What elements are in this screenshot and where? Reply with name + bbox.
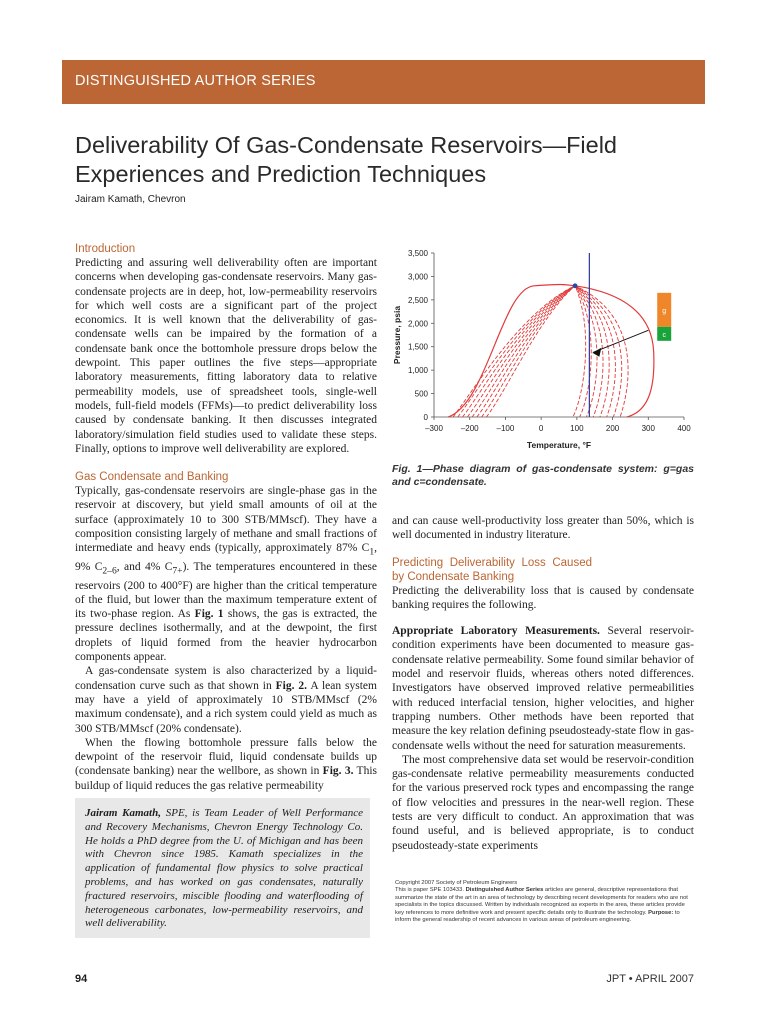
x-tick-label: 400 (677, 424, 691, 433)
quality-line (453, 286, 628, 417)
x-tick-label: 100 (570, 424, 584, 433)
gcb-paragraph-2: A gas-condensate system is also characterized by a liquid-condensation curve such as that shown in Fig. 2. A lean system may have a yield of approximately 10 STB/MMscf (2% maximum condensate), and a rich system could yield as much as 300 STB/MMscf (20% condensate). (75, 665, 377, 735)
phase-diagram-chart (390, 245, 700, 455)
x-tick-label: 0 (538, 424, 544, 433)
section-banner (62, 60, 705, 104)
bio-name: Jairam Kamath, (85, 807, 161, 819)
predicting-paragraph-1: Predicting the deliverability loss that is caused by condensate banking requires the following. (392, 584, 694, 611)
chart-axes (392, 249, 691, 450)
fig3-ref: Fig. 3. (322, 765, 354, 778)
left-column (75, 242, 377, 793)
page-number: 94 (75, 973, 88, 985)
fig1-ref: Fig. 1 (194, 608, 224, 621)
gcb-heading: Gas Condensate and Banking (75, 471, 229, 484)
y-tick-label: 500 (414, 389, 428, 399)
x-tick-label: –300 (425, 424, 443, 433)
condensate-label: c (662, 331, 666, 339)
y-tick-label: 3,000 (407, 272, 428, 282)
intro-paragraph: Predicting and assuring well deliverability often are important concerns when developing gas-condensate reservoirs. Many gas-condensate projects are in deep, hot, low-permeability reservoirs for which well costs are a significant part of the project economics. It is well known that the deliverability of gas-condensate wells can be impaired by the formation of a condensate bank once the bottomhole pressure drops below the dewpoint. This paper outlines the five steps—appropriate laboratory measurements, fitting laboratory data to relative permeability models, use of spreadsheet tools, single-well models, full-field models (FFMs)—to predict deliverability loss caused by condensate banking. It then discusses integrated laboratory/simulation field studies used to validate these steps. Finally, options to improve well deliverability are explored. (75, 257, 377, 455)
x-tick-label: –200 (460, 424, 479, 433)
copyright-body: This is paper SPE 103433. Distinguished Author Series articles are general, descriptive representations that summarize the state of the art in an area of technology by describing recent developments for readers who are not specialists in the topics discussed. Written by individuals recognized as experts in the area, these articles provide key references to more definitive work and present specific details only to illustrate the technology. Purpose: to inform the general readership of recent advances in various areas of petroleum engineering. (395, 887, 688, 924)
x-tick-label: 200 (605, 424, 620, 433)
figure-caption: Fig. 1—Phase diagram of gas-condensate system: g=gas and c=condensate. (392, 463, 694, 488)
y-tick-label: 3,500 (407, 249, 428, 258)
predicting-heading: Predicting Deliverability Loss Caused by Condensate Banking (392, 556, 592, 583)
author-line: Jairam Kamath, Chevron (75, 194, 186, 205)
article-title: Deliverability Of Gas-Condensate Reservoirs—Field Experiences and Prediction Techniques (75, 132, 618, 187)
quality-line (467, 286, 609, 417)
copyright-notice (395, 880, 695, 924)
x-axis-title: Temperature, °F (526, 440, 592, 450)
gcb-paragraph-3: When the flowing bottomhole pressure falls below the dewpoint of the reservoir fluid, liquid condensate builds up (condensate banking) near the wellbore, as shown in Fig. 3. This buildup of liquid reduces the gas relative permeability (75, 736, 377, 792)
arrow-head (592, 348, 601, 357)
x-tick-label: –100 (496, 424, 515, 433)
predicting-paragraph-2: Appropriate Laboratory Measurements. Several reservoir-condition experiments have been documented to measure gas-condensate relative permeability. Some found similar behavior of model and reservoir fluids, whereas others noted differences. Investigators have observed improved relative permeabilities with reduced interfacial tension, higher velocities, and higher trapping numbers. Other methods have been reported that measure the key relation defining pseudosteady-state flow in gas-condensate wells without the need for saturation measurements. (392, 625, 694, 752)
y-axis-title: Pressure, psia (392, 305, 402, 365)
chart-plot (448, 253, 671, 417)
y-tick-label: 2,500 (407, 295, 428, 305)
gas-label: g (662, 307, 667, 315)
right-continuation: and can cause well-productivity loss greater than 50%, which is well documented in industry literature. (392, 515, 694, 542)
quality-line (482, 286, 592, 417)
predicting-paragraph-3: The most comprehensive data set would be reservoir-condition gas-condensate relative permeability measurements conducted for the various preserved rock types and encompassing the range of flow velocities and pressures in the near-well region. These tests are very difficult to conduct. An approximation that was found useful, and is believed appropriate, is to conduct pseudosteady-state experiments (392, 753, 694, 852)
banner-label: DISTINGUISHED AUTHOR SERIES (75, 73, 316, 89)
copyright-line: Copyright 2007 Society of Petroleum Engineers (395, 880, 518, 886)
y-tick-label: 1,500 (407, 342, 428, 352)
y-tick-label: 2,000 (407, 319, 428, 329)
intro-heading: Introduction (75, 243, 136, 255)
journal-issue: JPT • APRIL 2007 (606, 973, 694, 985)
lab-measurements-heading: Appropriate Laboratory Measurements. (392, 625, 600, 638)
y-tick-label: 0 (423, 413, 428, 422)
author-bio: Jairam Kamath, SPE, is Team Leader of Well Performance and Recovery Mechanisms, Chevron Energy Technology Co. He holds a PhD degree from the U. of Michigan and has been with Chevron since 1985. Kamath specializes in the application of fundamental flow physics to solve practical problems, and has worked on gas condensates, naturally fractured reservoirs, miscible flooding and waterflooding of heterogeneous carbonates, low-permeability reservoirs, and well deliverability. (85, 807, 363, 930)
y-tick-label: 1,000 (407, 366, 428, 376)
fig2-ref: Fig. 2. (275, 679, 308, 692)
gcb-paragraph-1: Typically, gas-condensate reservoirs are single-phase gas in the reservoir at discovery, but yield small amounts of oil at the surface (approximately 10 to 300 STB/MMscf). They have a composition consisting largely of methane and small fractions of intermediate and heavy ends (typically, approximately 87% $C_1$, 9% $C_{2-6}$, and 4% $C_{7+}$). The temperatures encountered in these reservoirs (200 to 400°F) are higher than the critical temperature of the fluid, but lower than the maximum temperature extent of its two-phase region. As Fig. 1 shows, the gas is extracted, the pressure declines isothermally, and at the dewpoint, the first droplets of liquid formed from the heavier hydrocarbon components appear. (75, 485, 378, 664)
author-bio-box (75, 798, 370, 938)
right-column (392, 514, 694, 853)
x-tick-label: 300 (641, 424, 655, 433)
critical-point (573, 283, 578, 288)
